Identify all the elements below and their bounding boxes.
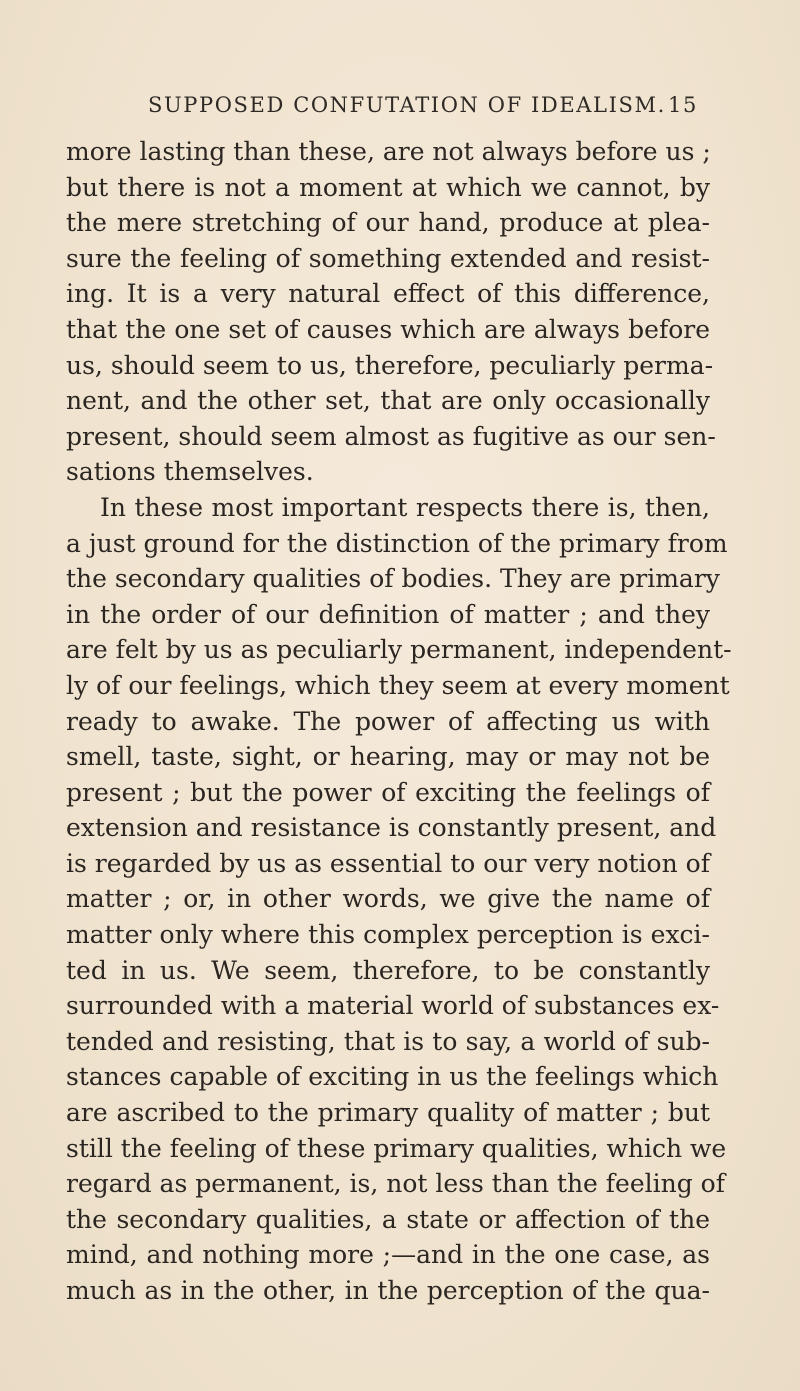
text-line: present ; but the power of exciting the feelings of — [66, 777, 710, 807]
text-line: regard as permanent, is, not less than the feeling of — [66, 1169, 725, 1199]
text-line: that the one set of causes which are always before — [66, 314, 710, 344]
text-line: ing. It is a very natural effect of this difference, — [66, 279, 710, 309]
text-line: surrounded with a material world of substances ex- — [66, 991, 720, 1021]
paragraph-1 — [66, 134, 716, 490]
text-line: still the feeling of these primary qualities, which we — [66, 1133, 727, 1163]
text-line: smell, taste, sight, or hearing, may or may not be — [66, 742, 710, 772]
body-text — [66, 134, 732, 1309]
page-number: 15 — [668, 93, 698, 117]
text-line: the mere stretching of our hand, produce at plea- — [66, 208, 710, 238]
text-line: the secondary qualities, a state or affection of the — [66, 1204, 710, 1234]
text-line: is regarded by us as essential to our very notion of — [66, 848, 710, 878]
text-line: present, should seem almost as fugitive as our sen- — [66, 421, 716, 451]
text-line: tended and resisting, that is to say, a world of sub- — [66, 1026, 710, 1056]
text-line: but there is not a moment at which we cannot, by — [66, 172, 710, 202]
text-line: are ascribed to the primary quality of matter ; but — [66, 1098, 710, 1128]
text-line: matter ; or, in other words, we give the name of — [66, 884, 710, 914]
running-title: SUPPOSED CONFUTATION OF IDEALISM. — [148, 93, 666, 117]
running-header — [148, 93, 708, 129]
text-line: extension and resistance is constantly present, and — [66, 813, 717, 843]
text-line: ted in us. We seem, therefore, to be constantly — [66, 955, 710, 985]
text-line: mind, and nothing more ;—and in the one case, as — [66, 1240, 710, 1270]
text-line: stances capable of exciting in us the feelings which — [66, 1062, 719, 1092]
text-line: much as in the other, in the perception of the qua- — [66, 1276, 710, 1305]
text-line: nent, and the other set, that are only occasionally — [66, 386, 710, 416]
text-line: sations themselves. — [66, 457, 314, 487]
text-line: In these most important respects there is, then, — [100, 492, 710, 522]
text-line: us, should seem to us, therefore, peculiarly perma- — [66, 350, 714, 380]
text-line: more lasting than these, are not always before us ; — [66, 137, 711, 166]
text-line: matter only where this complex perception is exci- — [66, 920, 710, 950]
text-line: ly of our feelings, which they seem at every moment — [66, 670, 730, 700]
text-line: sure the feeling of something extended and resist- — [66, 243, 710, 273]
text-line: a just ground for the distinction of the primary from — [66, 528, 728, 558]
text-line: ready to awake. The power of affecting us with — [66, 706, 710, 736]
text-line: the secondary qualities of bodies. They are primary — [66, 564, 720, 594]
paragraph-2 — [66, 490, 732, 1309]
text-line: are felt by us as peculiarly permanent, independent- — [66, 635, 732, 665]
text-line: in the order of our definition of matter ; and they — [66, 599, 710, 629]
